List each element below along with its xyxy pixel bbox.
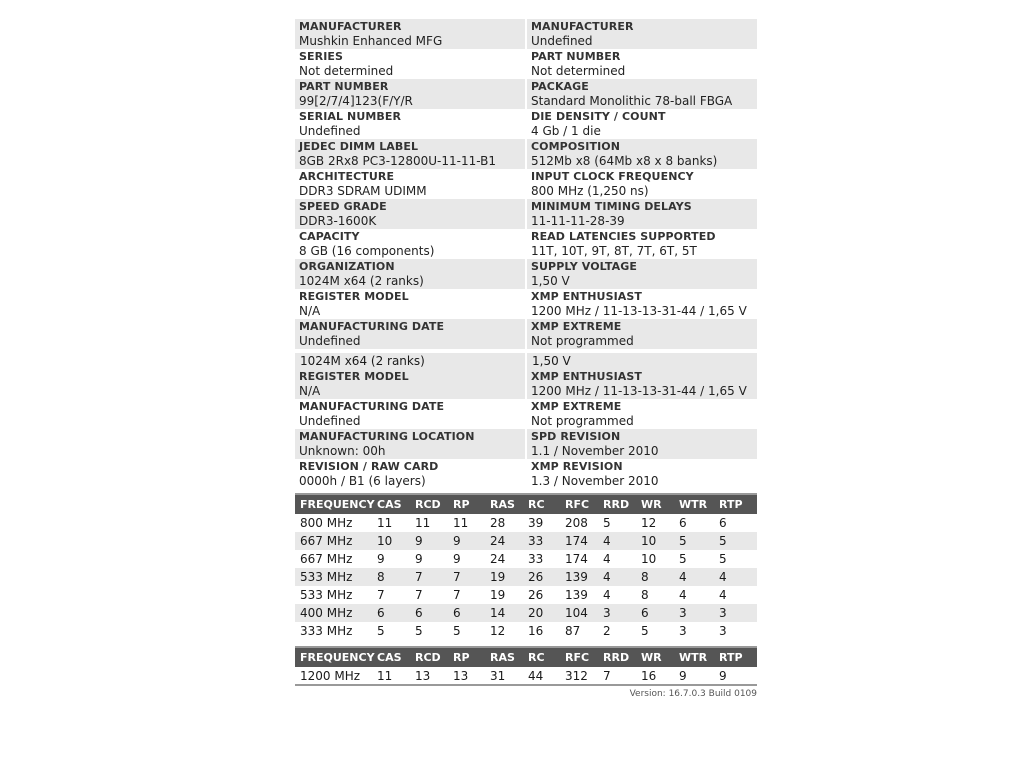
field-label: XMP ENTHUSIAST — [531, 290, 643, 303]
field-value: Not programmed — [531, 334, 634, 348]
table-cell: 10 — [636, 550, 674, 568]
spd-field-read-latencies-supported — [527, 229, 757, 259]
table-row — [295, 550, 757, 568]
table-cell: 11 — [448, 514, 485, 532]
spd-field-manufacturer — [295, 19, 525, 49]
table-cell: 11 — [372, 514, 410, 532]
table-cell: 9 — [372, 550, 410, 568]
field-label: ORGANIZATION — [299, 260, 395, 273]
table-row — [295, 586, 757, 604]
table-cell: 8 — [372, 568, 410, 586]
field-value: 1200 MHz / 11-13-13-31-44 / 1,65 V — [531, 304, 747, 318]
table-cell: 4 — [598, 550, 636, 568]
table-cell: 33 — [523, 532, 560, 550]
column-header-rrd: RRD — [598, 494, 636, 514]
field-label: PART NUMBER — [299, 80, 389, 93]
table-row — [295, 667, 757, 685]
jedec-timing-table — [295, 493, 757, 640]
field-value: DDR3 SDRAM UDIMM — [299, 184, 427, 198]
field-value: 1.3 / November 2010 — [531, 474, 659, 488]
column-header-wtr: WTR — [674, 494, 714, 514]
field-label: MANUFACTURING LOCATION — [299, 430, 475, 443]
field-label: MANUFACTURER — [531, 20, 634, 33]
field-value: 11-11-11-28-39 — [531, 214, 625, 228]
field-label: MANUFACTURING DATE — [299, 320, 445, 333]
field-label: XMP EXTREME — [531, 320, 622, 333]
spd-field-minimum-timing-delays — [527, 199, 757, 229]
table-cell: 6 — [636, 604, 674, 622]
column-header-rcd: RCD — [410, 494, 448, 514]
table-cell: 4 — [714, 568, 757, 586]
table-row — [295, 604, 757, 622]
field-label: XMP ENTHUSIAST — [531, 370, 643, 383]
column-header-ras: RAS — [485, 494, 523, 514]
field-label: MANUFACTURING DATE — [299, 400, 445, 413]
column-header-rc: RC — [523, 494, 560, 514]
column-header-ras: RAS — [485, 647, 523, 667]
field-label: INPUT CLOCK FREQUENCY — [531, 170, 694, 183]
xmp-header-row — [295, 647, 757, 667]
table-cell: 4 — [674, 586, 714, 604]
table-cell: 19 — [485, 586, 523, 604]
spd-field-register-model — [295, 289, 525, 319]
field-value: Undefined — [299, 334, 361, 348]
table-cell: 5 — [674, 532, 714, 550]
field-value: Standard Monolithic 78-ball FBGA — [531, 94, 733, 108]
spd-field-revision-raw-card — [295, 459, 525, 489]
table-cell: 11 — [410, 514, 448, 532]
spd-field-xmp-extreme — [527, 399, 757, 429]
field-value: 99[2/7/4]123(F/Y/R — [299, 94, 413, 108]
table-cell: 5 — [714, 532, 757, 550]
spd-field-part-number — [295, 79, 525, 109]
field-label: MINIMUM TIMING DELAYS — [531, 200, 692, 213]
column-header-wtr: WTR — [674, 647, 714, 667]
field-value: 8GB 2Rx8 PC3-12800U-11-11-B1 — [299, 154, 497, 168]
table-cell: 24 — [485, 532, 523, 550]
table-cell: 4 — [598, 568, 636, 586]
table-cell: 44 — [523, 667, 560, 685]
table-cell: 9 — [714, 667, 757, 685]
field-value: 1200 MHz / 11-13-13-31-44 / 1,65 V — [531, 384, 747, 398]
spd-field-serial-number — [295, 109, 525, 139]
table-cell: 7 — [372, 586, 410, 604]
spd-field-organization — [295, 259, 525, 289]
field-value: 1024M x64 (2 ranks) — [299, 274, 424, 288]
column-header-rcd: RCD — [410, 647, 448, 667]
spd-field-manufacturer — [527, 19, 757, 49]
table-cell: 174 — [560, 532, 598, 550]
table-cell: 3 — [714, 622, 757, 640]
spd-grid-secondary — [295, 369, 757, 489]
spd-field-supply-voltage — [527, 259, 757, 289]
table-cell: 7 — [598, 667, 636, 685]
field-label: MANUFACTURER — [299, 20, 402, 33]
field-label: REGISTER MODEL — [299, 370, 409, 383]
table-cell: 4 — [598, 532, 636, 550]
table-cell: 2 — [598, 622, 636, 640]
field-label: SERIAL NUMBER — [299, 110, 402, 123]
table-cell: 16 — [523, 622, 560, 640]
field-value: Mushkin Enhanced MFG — [299, 34, 443, 48]
table-cell: 7 — [448, 568, 485, 586]
table-cell: 7 — [410, 586, 448, 604]
table-cell: 3 — [598, 604, 636, 622]
spd-field-composition — [527, 139, 757, 169]
spd-field-die-density-count — [527, 109, 757, 139]
table-cell: 8 — [636, 568, 674, 586]
field-label: READ LATENCIES SUPPORTED — [531, 230, 716, 243]
spd-field-jedec-dimm-label — [295, 139, 525, 169]
table-cell: 87 — [560, 622, 598, 640]
table-cell: 4 — [714, 586, 757, 604]
field-value: N/A — [299, 384, 321, 398]
table-cell: 7 — [410, 568, 448, 586]
table-cell: 28 — [485, 514, 523, 532]
column-header-rtp: RTP — [714, 494, 757, 514]
spd-field-package — [527, 79, 757, 109]
field-label: PART NUMBER — [531, 50, 621, 63]
field-value: N/A — [299, 304, 321, 318]
table-cell: 9 — [448, 532, 485, 550]
column-header-cas: CAS — [372, 494, 410, 514]
table-cell: 5 — [598, 514, 636, 532]
table-cell: 5 — [372, 622, 410, 640]
table-cell: 6 — [372, 604, 410, 622]
table-cell: 7 — [448, 586, 485, 604]
field-value: Undefined — [299, 124, 361, 138]
spd-field-xmp-revision — [527, 459, 757, 489]
table-cell: 10 — [372, 532, 410, 550]
table-cell: 9 — [410, 550, 448, 568]
field-label: REVISION / RAW CARD — [299, 460, 439, 473]
field-label: XMP REVISION — [531, 460, 623, 473]
column-header-rfc: RFC — [560, 647, 598, 667]
spd-grid-repeat-row — [295, 353, 757, 369]
spd-field-manufacturing-date — [295, 319, 525, 349]
field-label: PACKAGE — [531, 80, 589, 93]
table-cell: 3 — [714, 604, 757, 622]
table-cell: 4 — [598, 586, 636, 604]
table-cell: 16 — [636, 667, 674, 685]
table-cell: 208 — [560, 514, 598, 532]
table-cell: 174 — [560, 550, 598, 568]
spd-info-panel — [295, 19, 757, 699]
table-cell: 13 — [448, 667, 485, 685]
field-label: DIE DENSITY / COUNT — [531, 110, 666, 123]
table-cell: 24 — [485, 550, 523, 568]
spd-field-xmp-enthusiast — [527, 369, 757, 399]
table-cell: 12 — [636, 514, 674, 532]
table-cell: 400 MHz — [295, 604, 372, 622]
field-value: 1,50 V — [531, 274, 570, 288]
column-header-wr: WR — [636, 647, 674, 667]
column-header-cas: CAS — [372, 647, 410, 667]
field-value: Not programmed — [531, 414, 634, 428]
table-cell: 333 MHz — [295, 622, 372, 640]
table-cell: 6 — [714, 514, 757, 532]
table-cell: 5 — [410, 622, 448, 640]
field-value: Undefined — [299, 414, 361, 428]
table-cell: 1200 MHz — [295, 667, 372, 685]
table-cell: 139 — [560, 568, 598, 586]
table-cell: 6 — [674, 514, 714, 532]
column-header-rfc: RFC — [560, 494, 598, 514]
field-value: 800 MHz (1,250 ns) — [531, 184, 649, 198]
table-cell: 312 — [560, 667, 598, 685]
spd-field-xmp-extreme — [527, 319, 757, 349]
spd-field-register-model — [295, 369, 525, 399]
field-value: Unknown: 00h — [299, 444, 386, 458]
field-label: CAPACITY — [299, 230, 360, 243]
field-value: 0000h / B1 (6 layers) — [299, 474, 426, 488]
table-cell: 13 — [410, 667, 448, 685]
field-value: 4 Gb / 1 die — [531, 124, 601, 138]
table-cell: 139 — [560, 586, 598, 604]
field-label: SPEED GRADE — [299, 200, 387, 213]
organization-value-repeat: 1024M x64 (2 ranks) — [295, 353, 525, 369]
spd-field-manufacturing-date — [295, 399, 525, 429]
table-cell: 9 — [448, 550, 485, 568]
spd-field-part-number — [527, 49, 757, 79]
supply-voltage-value-repeat: 1,50 V — [527, 353, 757, 369]
table-cell: 5 — [674, 550, 714, 568]
spd-field-input-clock-frequency — [527, 169, 757, 199]
table-row — [295, 622, 757, 640]
table-row — [295, 532, 757, 550]
field-label: REGISTER MODEL — [299, 290, 409, 303]
timing-header-row — [295, 494, 757, 514]
table-cell: 533 MHz — [295, 586, 372, 604]
field-value: 1.1 / November 2010 — [531, 444, 659, 458]
table-cell: 3 — [674, 622, 714, 640]
column-header-rp: RP — [448, 494, 485, 514]
table-cell: 8 — [636, 586, 674, 604]
field-value: 8 GB (16 components) — [299, 244, 435, 258]
table-cell: 9 — [674, 667, 714, 685]
table-cell: 26 — [523, 586, 560, 604]
table-cell: 5 — [714, 550, 757, 568]
field-label: ARCHITECTURE — [299, 170, 395, 183]
column-header-wr: WR — [636, 494, 674, 514]
column-header-frequency: FREQUENCY — [295, 494, 372, 514]
field-value: Undefined — [531, 34, 593, 48]
column-header-frequency: FREQUENCY — [295, 647, 372, 667]
spd-field-speed-grade — [295, 199, 525, 229]
table-cell: 6 — [410, 604, 448, 622]
table-cell: 3 — [674, 604, 714, 622]
version-label: Version: 16.7.0.3 Build 0109 — [629, 689, 757, 699]
field-value: 11T, 10T, 9T, 8T, 7T, 6T, 5T — [531, 244, 697, 258]
spd-field-manufacturing-location — [295, 429, 525, 459]
field-label: XMP EXTREME — [531, 400, 622, 413]
spd-field-xmp-enthusiast — [527, 289, 757, 319]
table-cell: 4 — [674, 568, 714, 586]
table-cell: 800 MHz — [295, 514, 372, 532]
column-header-rp: RP — [448, 647, 485, 667]
table-cell: 9 — [410, 532, 448, 550]
table-cell: 14 — [485, 604, 523, 622]
table-cell: 5 — [448, 622, 485, 640]
field-label: SERIES — [299, 50, 344, 63]
spd-field-spd-revision — [527, 429, 757, 459]
table-cell: 5 — [636, 622, 674, 640]
field-label: SPD REVISION — [531, 430, 621, 443]
table-cell: 20 — [523, 604, 560, 622]
spd-field-series — [295, 49, 525, 79]
field-value: Not determined — [299, 64, 394, 78]
table-row — [295, 514, 757, 532]
column-header-rtp: RTP — [714, 647, 757, 667]
table-cell: 33 — [523, 550, 560, 568]
table-cell: 12 — [485, 622, 523, 640]
field-value: 512Mb x8 (64Mb x8 x 8 banks) — [531, 154, 718, 168]
field-label: SUPPLY VOLTAGE — [531, 260, 638, 273]
table-cell: 10 — [636, 532, 674, 550]
table-cell: 667 MHz — [295, 550, 372, 568]
table-cell: 533 MHz — [295, 568, 372, 586]
table-cell: 39 — [523, 514, 560, 532]
spd-grid-primary — [295, 19, 757, 349]
table-cell: 6 — [448, 604, 485, 622]
field-label: COMPOSITION — [531, 140, 621, 153]
table-cell: 11 — [372, 667, 410, 685]
field-value: DDR3-1600K — [299, 214, 377, 228]
table-cell: 31 — [485, 667, 523, 685]
table-cell: 19 — [485, 568, 523, 586]
column-header-rc: RC — [523, 647, 560, 667]
table-cell: 26 — [523, 568, 560, 586]
field-value: Not determined — [531, 64, 626, 78]
field-label: JEDEC DIMM LABEL — [299, 140, 419, 153]
column-header-rrd: RRD — [598, 647, 636, 667]
table-cell: 104 — [560, 604, 598, 622]
table-cell: 667 MHz — [295, 532, 372, 550]
table-row — [295, 568, 757, 586]
spd-field-architecture — [295, 169, 525, 199]
xmp-timing-table — [295, 646, 757, 686]
spd-field-capacity — [295, 229, 525, 259]
